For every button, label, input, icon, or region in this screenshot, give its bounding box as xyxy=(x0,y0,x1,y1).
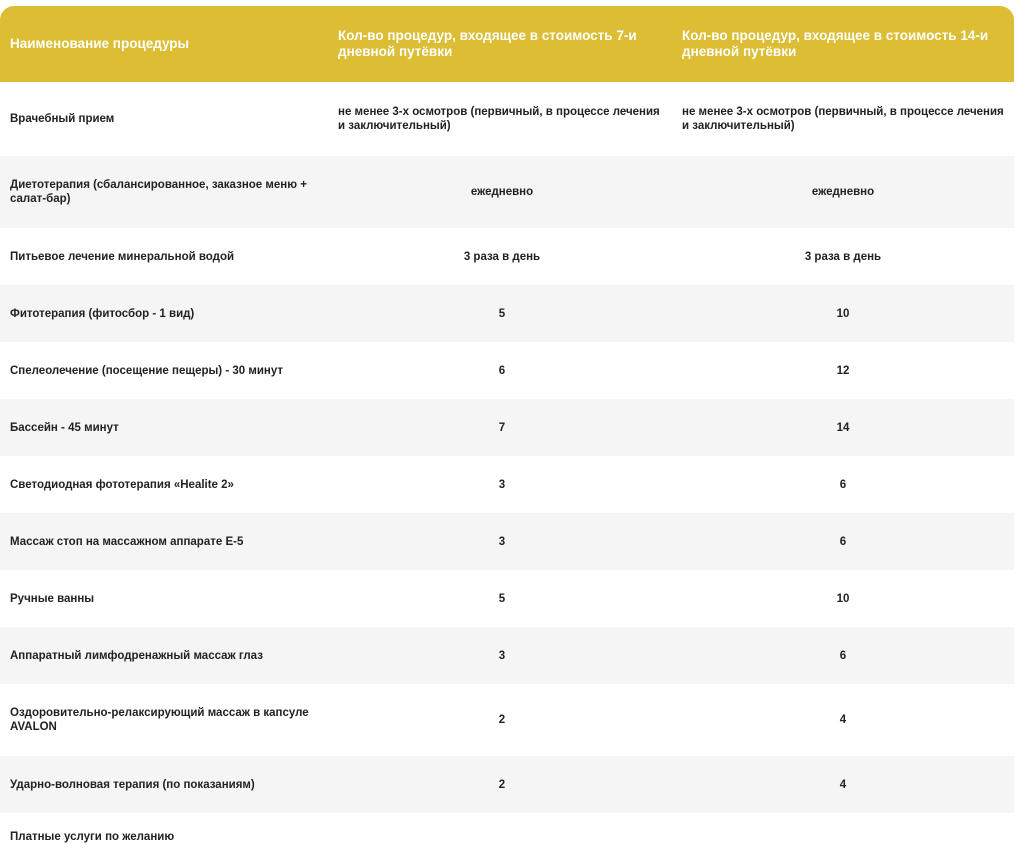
count-14-day: 4 xyxy=(672,756,1014,813)
count-7-day: 2 xyxy=(498,714,506,726)
procedure-name: Спелеолечение (посещение пещеры) - 30 минут xyxy=(10,364,284,377)
count-14-day: ежедневно xyxy=(672,156,1014,228)
table-row xyxy=(0,684,1014,756)
procedure-name: Фитотерапия (фитосбор - 1 вид) xyxy=(0,285,332,342)
count-14-day: 6 xyxy=(672,627,1014,684)
table-row-paid-services xyxy=(0,813,1014,861)
count-14-day: 12 xyxy=(836,364,850,377)
procedure-name: Врачебный прием xyxy=(10,113,115,125)
count-14-day: 4 xyxy=(839,714,847,726)
table-row xyxy=(0,513,1014,570)
count-7-day: 3 xyxy=(332,627,672,684)
table-row xyxy=(0,342,1014,399)
count-7-day: не менее 3-х осмотров (первичный, в процессе лечения и заключительный) xyxy=(338,106,660,132)
count-14-day: 10 xyxy=(672,285,1014,342)
count-14-day: 10 xyxy=(836,592,850,605)
paid-services-label: Платные услуги по желанию xyxy=(10,831,175,843)
count-14-day: 6 xyxy=(672,513,1014,570)
count-7-day: 5 xyxy=(498,592,506,605)
count-14-day: 3 раза в день xyxy=(804,250,882,263)
header-row xyxy=(0,6,1014,82)
procedure-name: Диетотерапия (сбалансированное, заказное меню + салат-бар) xyxy=(0,156,332,228)
procedure-name: Массаж стоп на массажном аппарате Е-5 xyxy=(0,513,332,570)
procedure-name: Бассейн - 45 минут xyxy=(0,399,332,456)
procedure-name: Ударно-волновая терапия (по показаниям) xyxy=(0,756,332,813)
procedure-name: Ручные ванны xyxy=(10,592,95,605)
count-7-day: 3 раза в день xyxy=(463,250,541,263)
procedure-name: Оздоровительно-релаксирующий массаж в капсуле AVALON xyxy=(10,707,309,733)
table-body xyxy=(0,82,1014,861)
count-7-day: 2 xyxy=(332,756,672,813)
table-row xyxy=(0,285,1014,342)
count-14-day: не менее 3-х осмотров (первичный, в процессе лечения и заключительный) xyxy=(682,106,1004,132)
header-7-day-count: Кол-во процедур, входящее в стоимость 7-и дневной путёвки xyxy=(332,6,672,82)
table-row xyxy=(0,156,1014,228)
header-procedure-name: Наименование процедуры xyxy=(0,6,332,82)
count-7-day: 6 xyxy=(498,364,506,377)
count-14-day: 6 xyxy=(839,478,847,491)
count-14-day: 14 xyxy=(672,399,1014,456)
procedure-name: Светодиодная фототерапия «Healite 2» xyxy=(10,478,234,491)
procedures-table xyxy=(0,6,1014,861)
table-row xyxy=(0,228,1014,285)
table-row xyxy=(0,756,1014,813)
table-row xyxy=(0,399,1014,456)
table-row xyxy=(0,82,1014,156)
count-7-day: 5 xyxy=(332,285,672,342)
count-7-day: ежедневно xyxy=(332,156,672,228)
table-row xyxy=(0,627,1014,684)
count-7-day: 3 xyxy=(332,513,672,570)
procedure-name: Питьевое лечение минеральной водой xyxy=(10,250,235,263)
count-7-day: 3 xyxy=(498,478,506,491)
table-row xyxy=(0,456,1014,513)
count-7-day: 7 xyxy=(332,399,672,456)
procedure-name: Аппаратный лимфодренажный массаж глаз xyxy=(0,627,332,684)
header-14-day-count: Кол-во процедур, входящее в стоимость 14-и дневной путёвки xyxy=(672,6,1014,82)
table-header xyxy=(0,6,1014,82)
table-row xyxy=(0,570,1014,627)
